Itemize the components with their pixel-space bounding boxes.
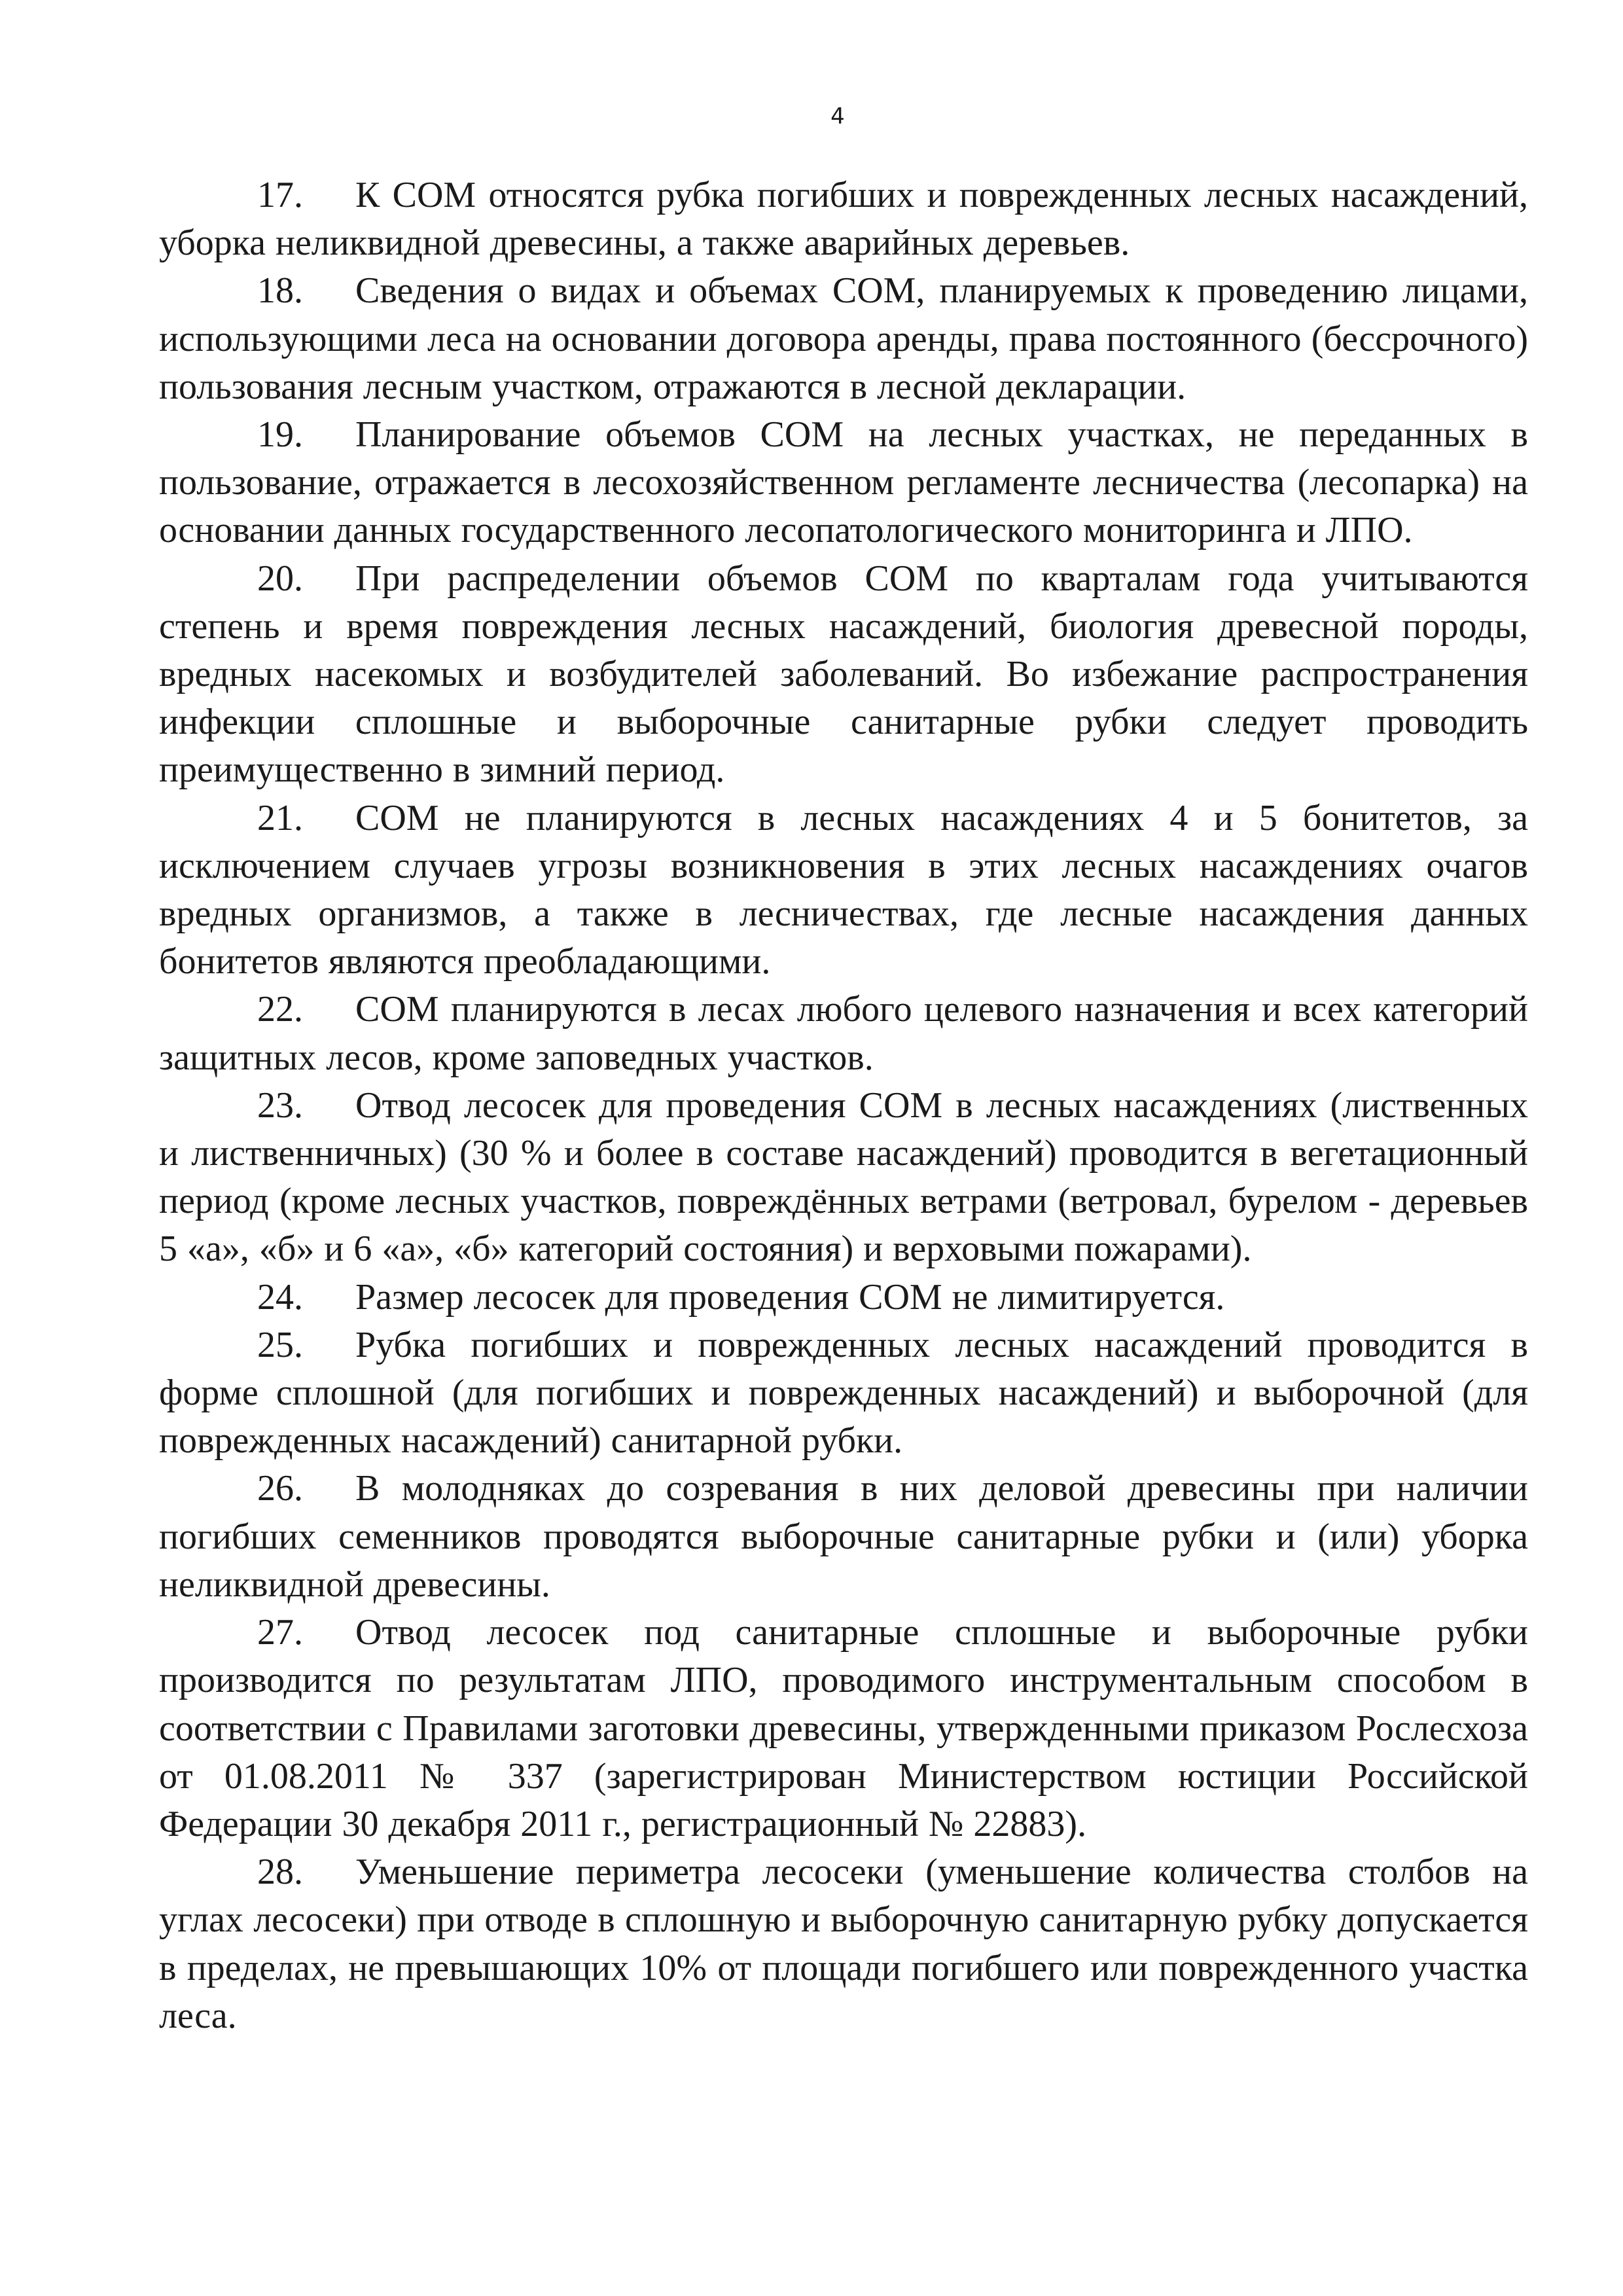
paragraph-number: 23. [257,1085,303,1126]
paragraph-23 [159,1082,1528,1274]
paragraph-number: 22. [257,989,303,1030]
paragraph-25 [159,1321,1528,1465]
paragraph-number: 20. [257,558,303,599]
document-body [159,171,1528,2040]
paragraph-text: Уменьшение периметра лесосеки (уменьшение количества столбов на углах лесосеки) при отводе в сплошную и выборочную санитарную рубку допускается в пределах, не превышающих 10% от площади погибшего или поврежденного участка леса. [159,1852,1528,2036]
paragraph-number: 17. [257,175,303,215]
paragraph-22 [159,986,1528,1081]
paragraph-number: 21. [257,797,303,838]
paragraph-text: СОМ не планируются в лесных насаждениях 4 и 5 бонитетов, за исключением случаев угрозы возникновения в этих лесных насаждениях очагов вредных организмов, а также в лесничествах, где лесные насаждения данных бонитетов являются преобладающими. [159,797,1528,982]
paragraph-text: Отвод лесосек для проведения СОМ в лесных насаждениях (лиственных и лиственничных) (30 % и более в составе насаждений) проводится в вегетационный период (кроме лесных участков, повреждённых ветрами (ветровал, бурелом - деревьев 5 «а», «б» и 6 «а», «б» категорий состояния) и верховыми пожарами). [159,1085,1528,1270]
paragraph-17 [159,171,1528,267]
paragraph-number: 18. [257,270,303,312]
paragraph-19 [159,411,1528,555]
paragraph-number: 28. [257,1852,303,1893]
paragraph-number: 24. [257,1276,303,1318]
paragraph-number: 19. [257,414,303,456]
paragraph-text: Размер лесосек для проведения СОМ не лимитируется. [355,1276,1225,1318]
paragraph-text: При распределении объемов СОМ по кварталам года учитываются степень и время повреждения лесных насаждений, биология древесной породы, вредных насекомых и возбудителей заболеваний. Во избежание распространения инфекции сплошные и выборочные санитарные рубки следует проводить преимущественно в зимний период. [159,558,1528,791]
paragraph-text: Планирование объемов СОМ на лесных участках, не переданных в пользование, отражается в лесохозяйственном регламенте лесничества (лесопарка) на основании данных государственного лесопатологического мониторинга и ЛПО. [159,414,1528,551]
paragraph-20 [159,555,1528,795]
paragraph-number: 26. [257,1468,303,1509]
page-number: 4 [830,103,845,130]
paragraph-text: СОМ планируются в лесах любого целевого назначения и всех категорий защитных лесов, кроме заповедных участков. [159,989,1528,1078]
paragraph-text: Рубка погибших и поврежденных лесных насаждений проводится в форме сплошной (для погибших и поврежденных насаждений) и выборочной (для поврежденных насаждений) санитарной рубки. [159,1324,1528,1462]
paragraph-21 [159,795,1528,986]
paragraph-number: 25. [257,1324,303,1365]
paragraph-text: Отвод лесосек под санитарные сплошные и выборочные рубки производится по результатам ЛПО, проводимого инструментальным способом в соответствии с Правилами заготовки древесины, утвержденными приказом Рослесхоза от 01.08.2011 № 337 (зарегистрирован Министерством юстиции Российской Федерации 30 декабря 2011 г., регистрационный № 22883). [159,1612,1528,1844]
paragraph-text: В молодняках до созревания в них деловой древесины при наличии погибших семенников проводятся выборочные санитарные рубки и (или) уборка неликвидной древесины. [159,1468,1528,1605]
paragraph-number: 27. [257,1612,303,1653]
paragraph-text: К СОМ относятся рубка погибших и поврежденных лесных насаждений, уборка неликвидной древесины, а также аварийных деревьев. [159,175,1528,264]
paragraph-28 [159,1848,1528,2040]
paragraph-24 [159,1274,1528,1321]
paragraph-18 [159,267,1528,411]
paragraph-text: Сведения о видах и объемах СОМ, планируемых к проведению лицами, использующими леса на основании договора аренды, права постоянного (бессрочного) пользования лесным участком, отражаются в лесной декларации. [159,270,1528,407]
paragraph-26 [159,1465,1528,1609]
paragraph-27 [159,1609,1528,1848]
